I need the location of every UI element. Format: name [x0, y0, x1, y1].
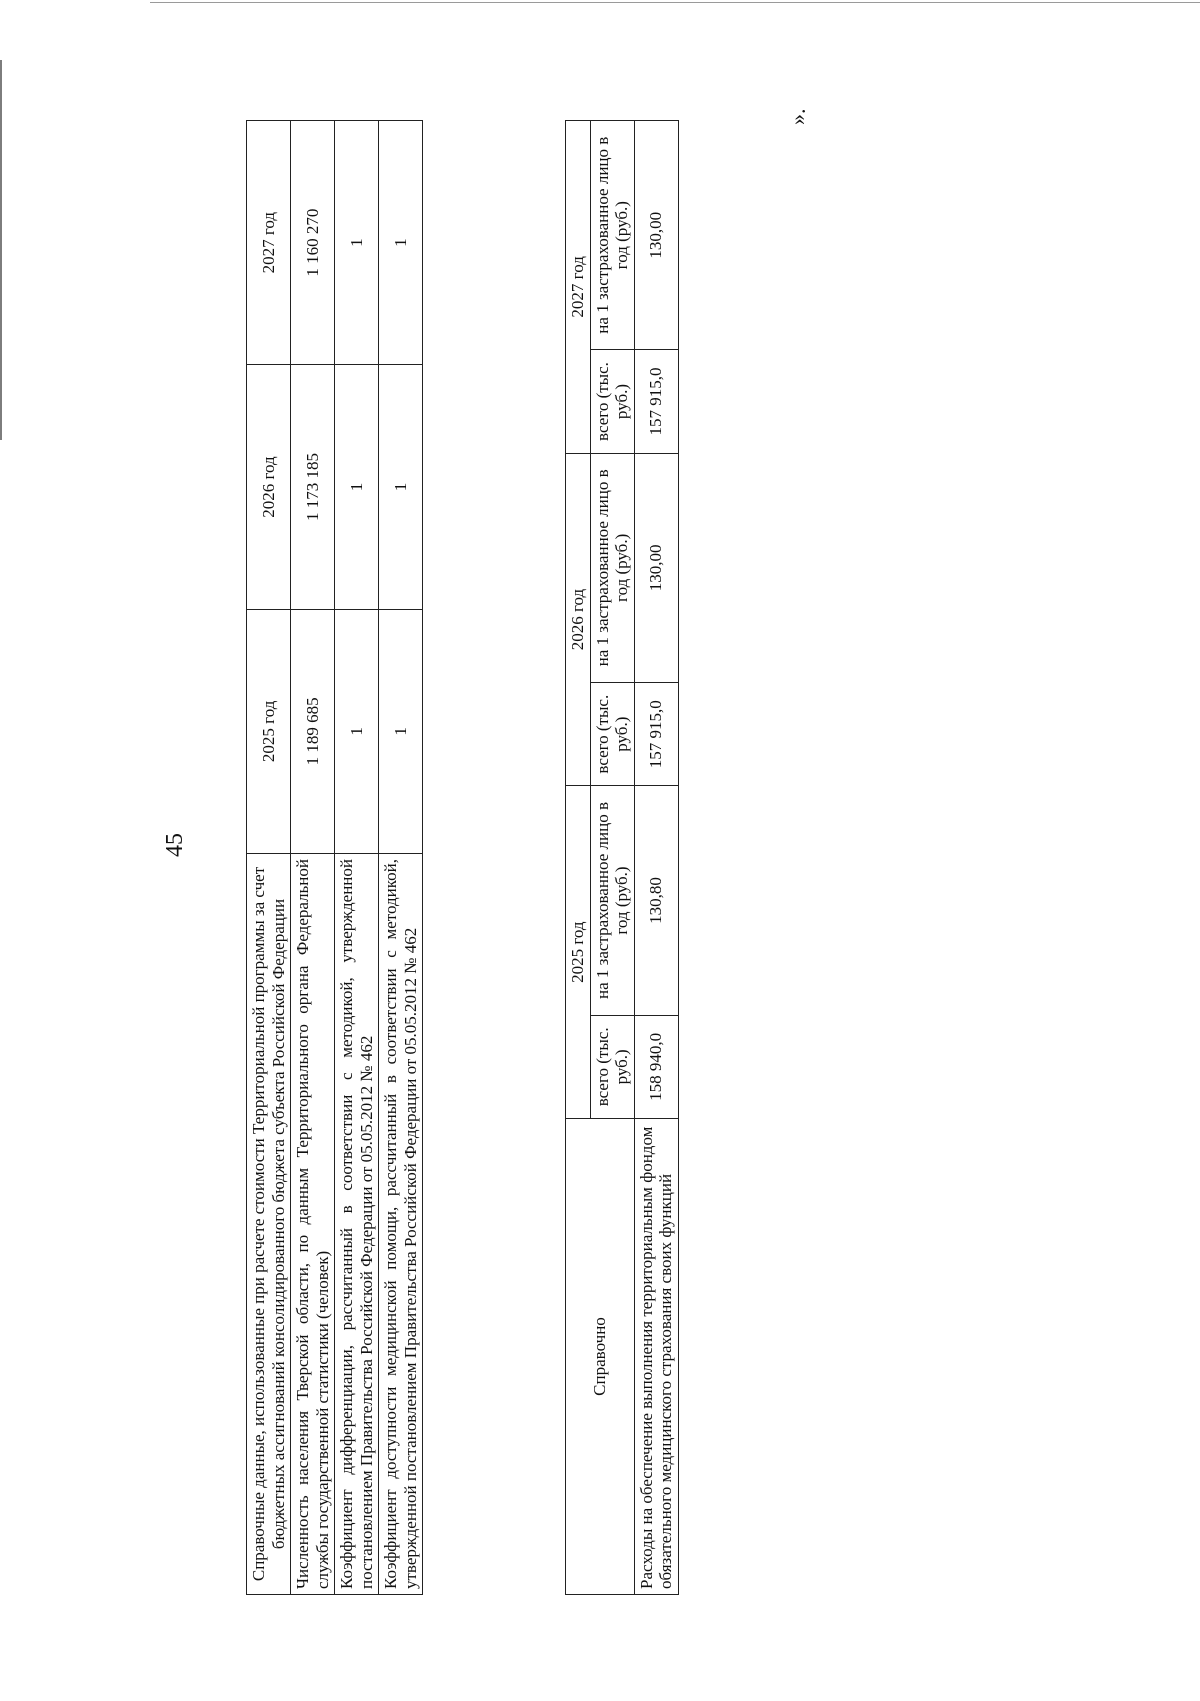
cell-value: 157 915,0 — [634, 350, 678, 453]
header-year-2026: 2026 год — [566, 453, 591, 786]
header-year-2025: 2025 год — [566, 786, 591, 1119]
cell-value: 1 — [379, 365, 423, 609]
cell-value: 158 940,0 — [634, 1015, 678, 1118]
row-label: Расходы на обеспечение выполнения территориальным фондом обязательного медицинского страхования своих функций — [634, 1119, 678, 1595]
cell-value: 130,00 — [634, 453, 678, 682]
table-row — [291, 121, 335, 1595]
cell-value: 1 — [335, 609, 379, 853]
row-label: Численность населения Тверской области, по данным Территориального органа Федеральной службы государственной статистики (человек) — [291, 854, 335, 1595]
subheader-total: всего (тыс. руб.) — [590, 350, 634, 453]
row-label: Коэффициент доступности медицинской помощи, рассчитанный в соответствии с методикой, утвержденной постановлением Правительства Российской Федерации от 05.05.2012 № 462 — [379, 854, 423, 1595]
rotated-page — [162, 108, 1000, 1595]
table-row — [634, 121, 678, 1595]
cell-value: 157 915,0 — [634, 683, 678, 786]
cell-value: 1 173 185 — [291, 365, 335, 609]
table-header-row — [566, 121, 591, 1595]
cell-value: 1 — [379, 121, 423, 365]
cell-value: 1 — [335, 121, 379, 365]
scan-artifact-left-line — [0, 60, 2, 440]
subheader-per-person: на 1 застрахованное лицо в год (руб.) — [590, 121, 634, 350]
cell-value: 130,80 — [634, 786, 678, 1015]
table-header-row — [247, 121, 291, 1595]
closing-quote-mark: ». — [785, 108, 810, 125]
cell-value: 1 — [379, 609, 423, 853]
page-number: 45 — [162, 833, 188, 857]
reference-data-table — [246, 120, 423, 1595]
subheader-total: всего (тыс. руб.) — [590, 683, 634, 786]
row-label: Коэффициент дифференциации, рассчитанный в соответствии с методикой, утвержденной постановлением Правительства Российской Федерации от 05.05.2012 № 462 — [335, 854, 379, 1595]
header-label: Справочно — [566, 1119, 635, 1595]
cell-value: 130,00 — [634, 121, 678, 350]
header-year-2027: 2027 год — [566, 121, 591, 454]
header-year-2027: 2027 год — [247, 121, 291, 365]
header-year-2026: 2026 год — [247, 365, 291, 609]
table-row — [335, 121, 379, 1595]
table-row — [379, 121, 423, 1595]
cell-value: 1 189 685 — [291, 609, 335, 853]
subheader-total: всего (тыс. руб.) — [590, 1015, 634, 1118]
header-label: Справочные данные, использованные при расчете стоимости Территориальной программы за счет бюджетных ассигнований консолидированного бюджета субъекта Российской Федерации — [247, 854, 291, 1595]
header-year-2025: 2025 год — [247, 609, 291, 853]
subheader-per-person: на 1 застрахованное лицо в год (руб.) — [590, 453, 634, 682]
subheader-per-person: на 1 застрахованное лицо в год (руб.) — [590, 786, 634, 1015]
foms-expenses-table — [565, 120, 679, 1595]
scan-artifact-top-line — [150, 2, 1200, 3]
cell-value: 1 — [335, 365, 379, 609]
cell-value: 1 160 270 — [291, 121, 335, 365]
